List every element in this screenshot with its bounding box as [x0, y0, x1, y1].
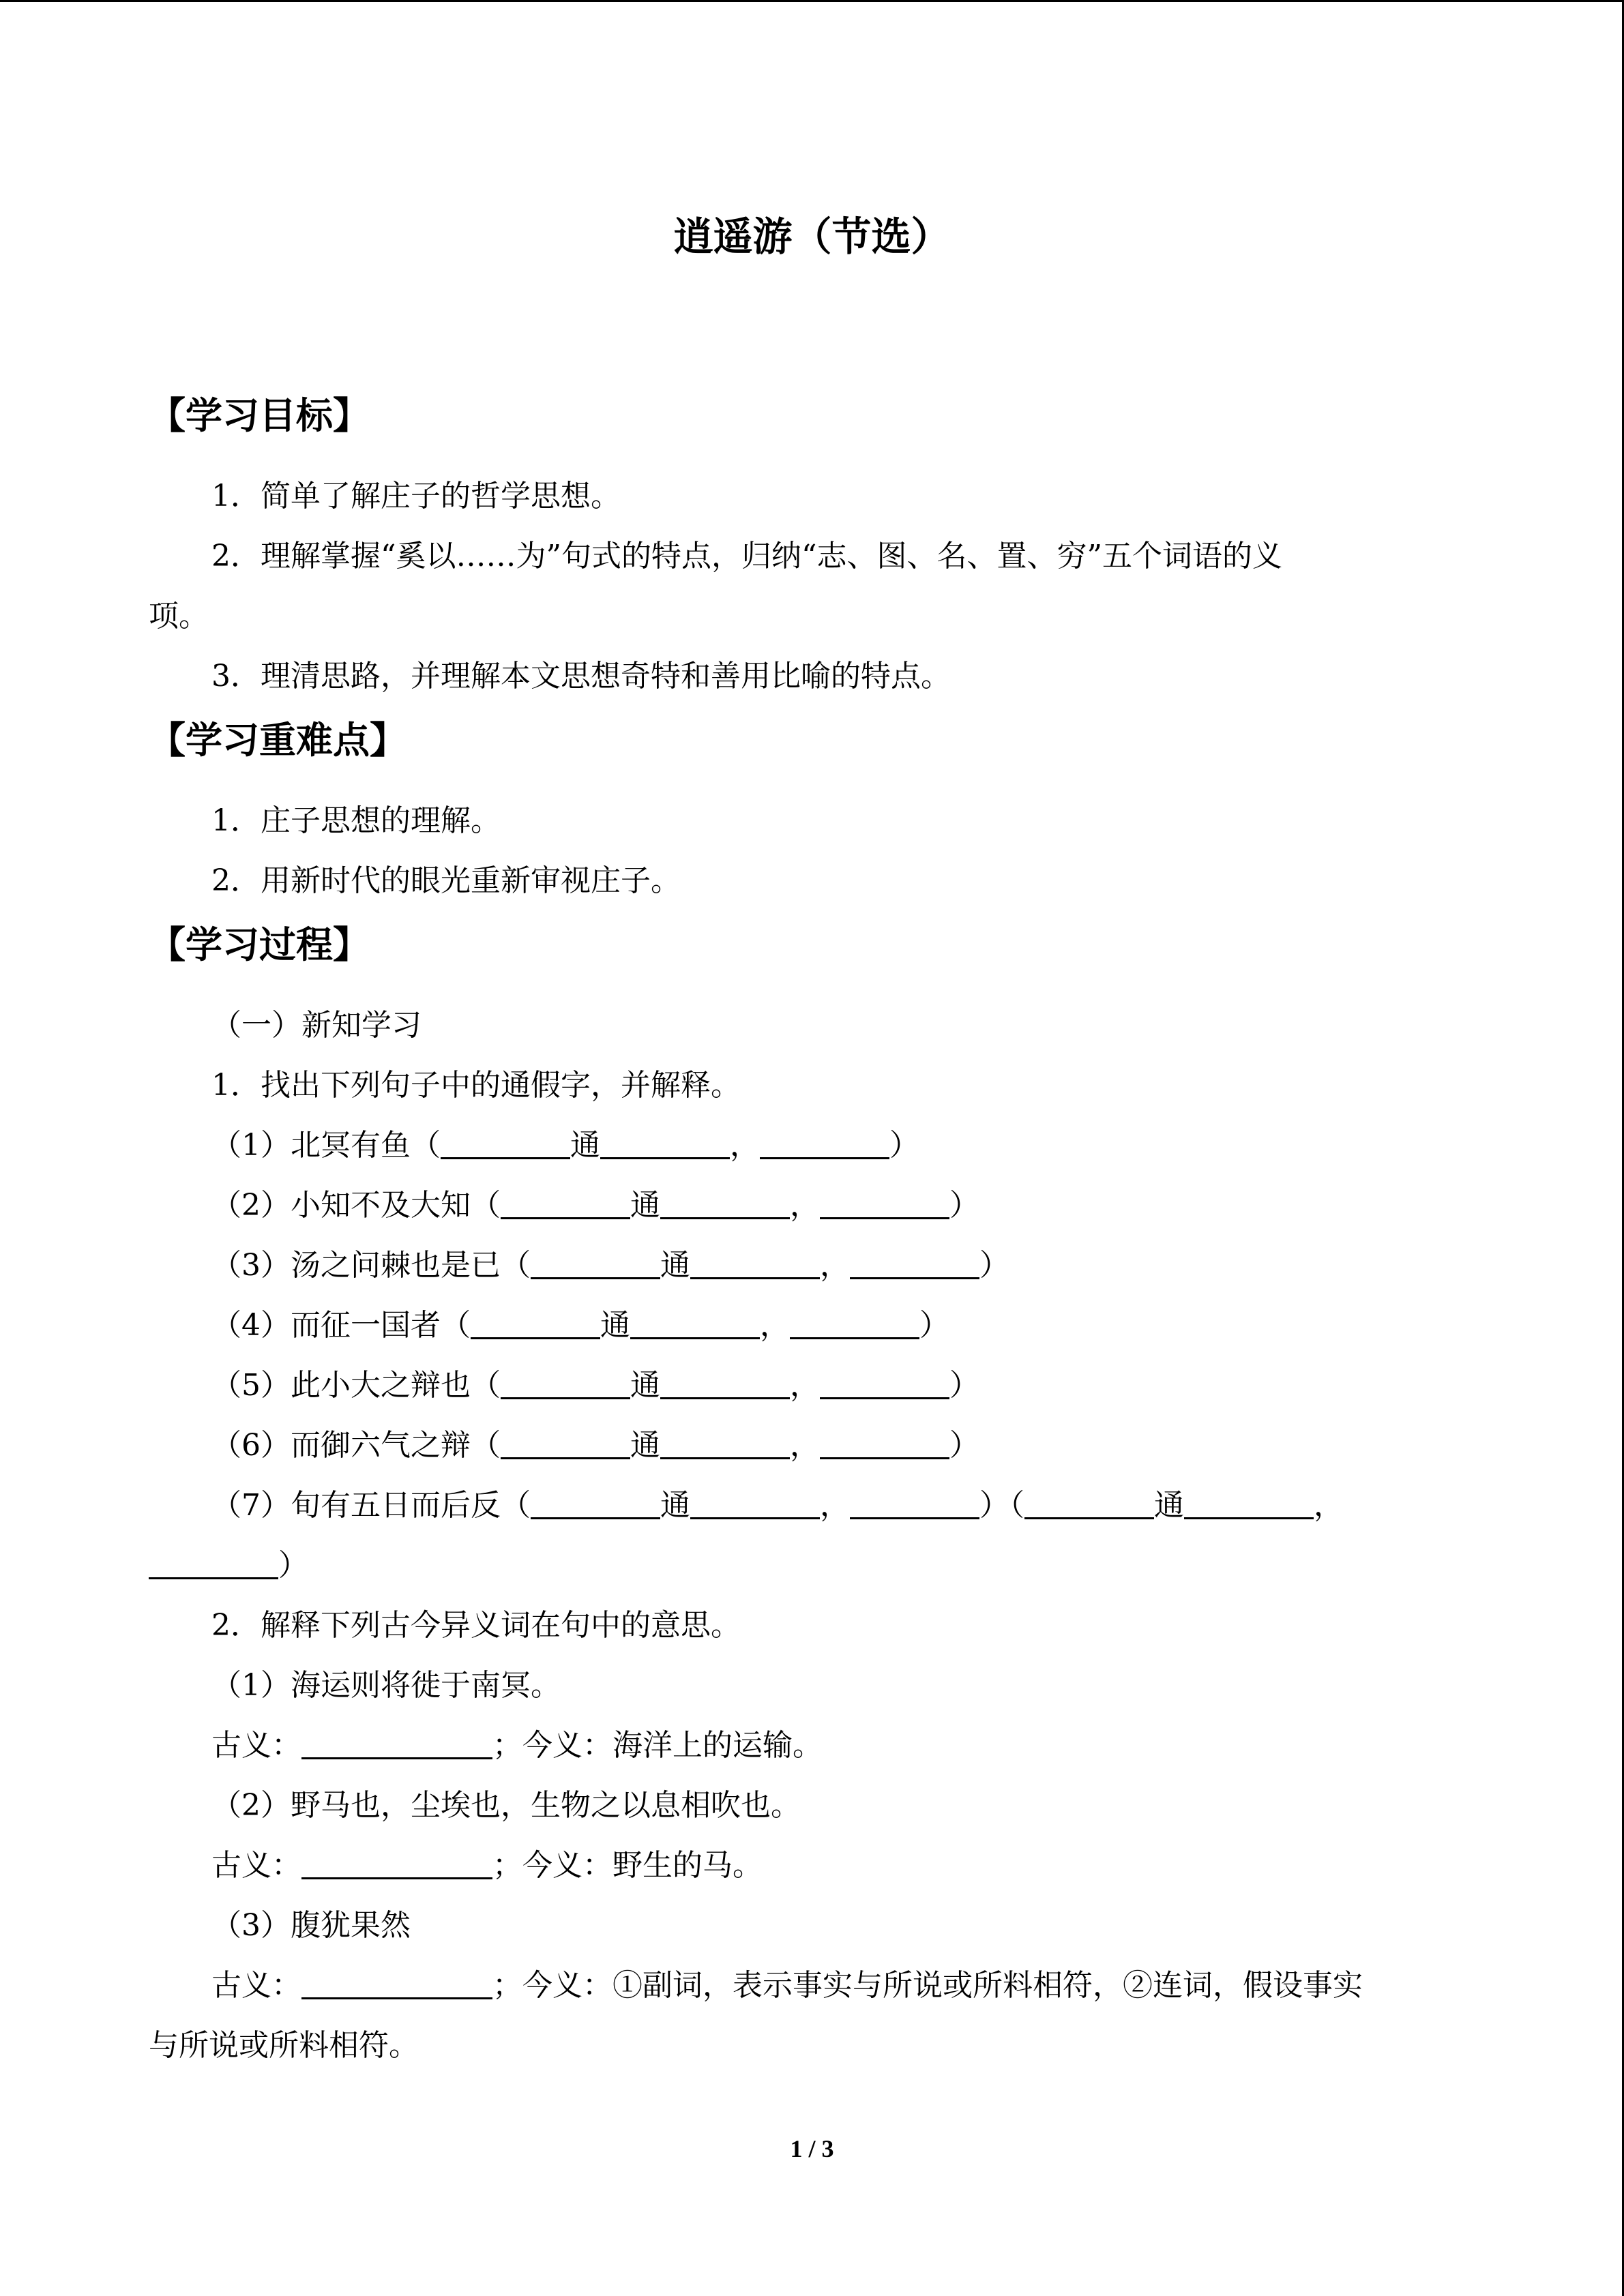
answer-blank[interactable]: [149, 1546, 278, 1579]
heading-key-points: 【学习重难点】: [149, 719, 407, 762]
q1-item: （7）旬有五日而后反（ 通 ， ）（ 通 ，: [211, 1480, 1344, 1524]
q2-sentence: （1）海运则将徙于南冥。: [211, 1668, 561, 1703]
answer-blank[interactable]: [820, 1366, 949, 1399]
answer-blank[interactable]: [301, 1846, 492, 1879]
q1-item: （2）小知不及大知（ 通 ， ）: [211, 1180, 979, 1224]
q1-prompt: 1．找出下列句子中的通假字，并解释。: [211, 1068, 741, 1103]
answer-blank[interactable]: [850, 1486, 979, 1519]
page-number: 1 / 3: [790, 2135, 834, 2162]
answer-blank[interactable]: [690, 1246, 820, 1279]
q1-item-cont: ）: [149, 1540, 308, 1584]
answer-blank[interactable]: [1024, 1486, 1154, 1519]
answer-blank[interactable]: [501, 1366, 630, 1399]
q2-sentence: （3）腹犹果然: [211, 1908, 411, 1943]
q1-item: （4）而征一国者（ 通 ， ）: [211, 1300, 949, 1344]
answer-blank[interactable]: [501, 1186, 630, 1219]
answer-blank[interactable]: [501, 1426, 630, 1459]
q2-meaning-line: 古义： ；今义：野生的马。: [211, 1840, 763, 1884]
q2-meaning-cont: 与所说或所料相符。: [149, 2028, 419, 2063]
answer-blank[interactable]: [790, 1306, 919, 1339]
goal-item-3: 3．理清思路，并理解本文思想奇特和善用比喻的特点。: [211, 659, 951, 694]
answer-blank[interactable]: [850, 1246, 979, 1279]
goal-item-1: 1．简单了解庄子的哲学思想。: [211, 479, 621, 513]
answer-blank[interactable]: [660, 1186, 790, 1219]
answer-blank[interactable]: [690, 1486, 820, 1519]
q1-item: （1）北冥有鱼（ 通 ， ）: [211, 1120, 919, 1164]
page-border-top: [0, 0, 1624, 2]
q2-prompt: 2．解释下列古今异义词在句中的意思。: [211, 1608, 741, 1643]
answer-blank[interactable]: [531, 1246, 660, 1279]
key-point-1: 1．庄子思想的理解。: [211, 803, 501, 838]
heading-process: 【学习过程】: [149, 923, 370, 966]
answer-blank[interactable]: [600, 1126, 730, 1159]
answer-blank[interactable]: [760, 1126, 889, 1159]
page-title: 逍遥游（节选）: [673, 213, 951, 260]
q1-item: （6）而御六气之辩（ 通 ， ）: [211, 1420, 979, 1464]
answer-blank[interactable]: [820, 1426, 949, 1459]
answer-blank[interactable]: [660, 1426, 790, 1459]
answer-blank[interactable]: [630, 1306, 760, 1339]
q2-meaning-line: 古义： ；今义：海洋上的运输。: [211, 1720, 823, 1764]
answer-blank[interactable]: [531, 1486, 660, 1519]
answer-blank[interactable]: [301, 1726, 492, 1759]
answer-blank[interactable]: [660, 1366, 790, 1399]
subheading-new-knowledge: （一）新知学习: [211, 1008, 422, 1043]
q2-meaning-line: 古义： ；今义：①副词，表示事实与所说或所料相符，②连词，假设事实: [211, 1960, 1363, 2004]
goal-item-2-cont: 项。: [149, 599, 209, 633]
goal-item-2: 2．理解掌握“奚以……为”句式的特点，归纳“志、图、名、置、穷”五个词语的义: [211, 539, 1282, 573]
answer-blank[interactable]: [471, 1306, 600, 1339]
answer-blank[interactable]: [301, 1966, 492, 1999]
heading-goals: 【学习目标】: [149, 394, 370, 437]
answer-blank[interactable]: [441, 1126, 570, 1159]
q2-sentence: （2）野马也，尘埃也，生物之以息相吹也。: [211, 1788, 801, 1823]
answer-blank[interactable]: [1184, 1486, 1314, 1519]
key-point-2: 2．用新时代的眼光重新审视庄子。: [211, 863, 681, 898]
answer-blank[interactable]: [820, 1186, 949, 1219]
q1-item: （3）汤之问棘也是已（ 通 ， ）: [211, 1240, 1009, 1284]
q1-item: （5）此小大之辩也（ 通 ， ）: [211, 1360, 979, 1404]
